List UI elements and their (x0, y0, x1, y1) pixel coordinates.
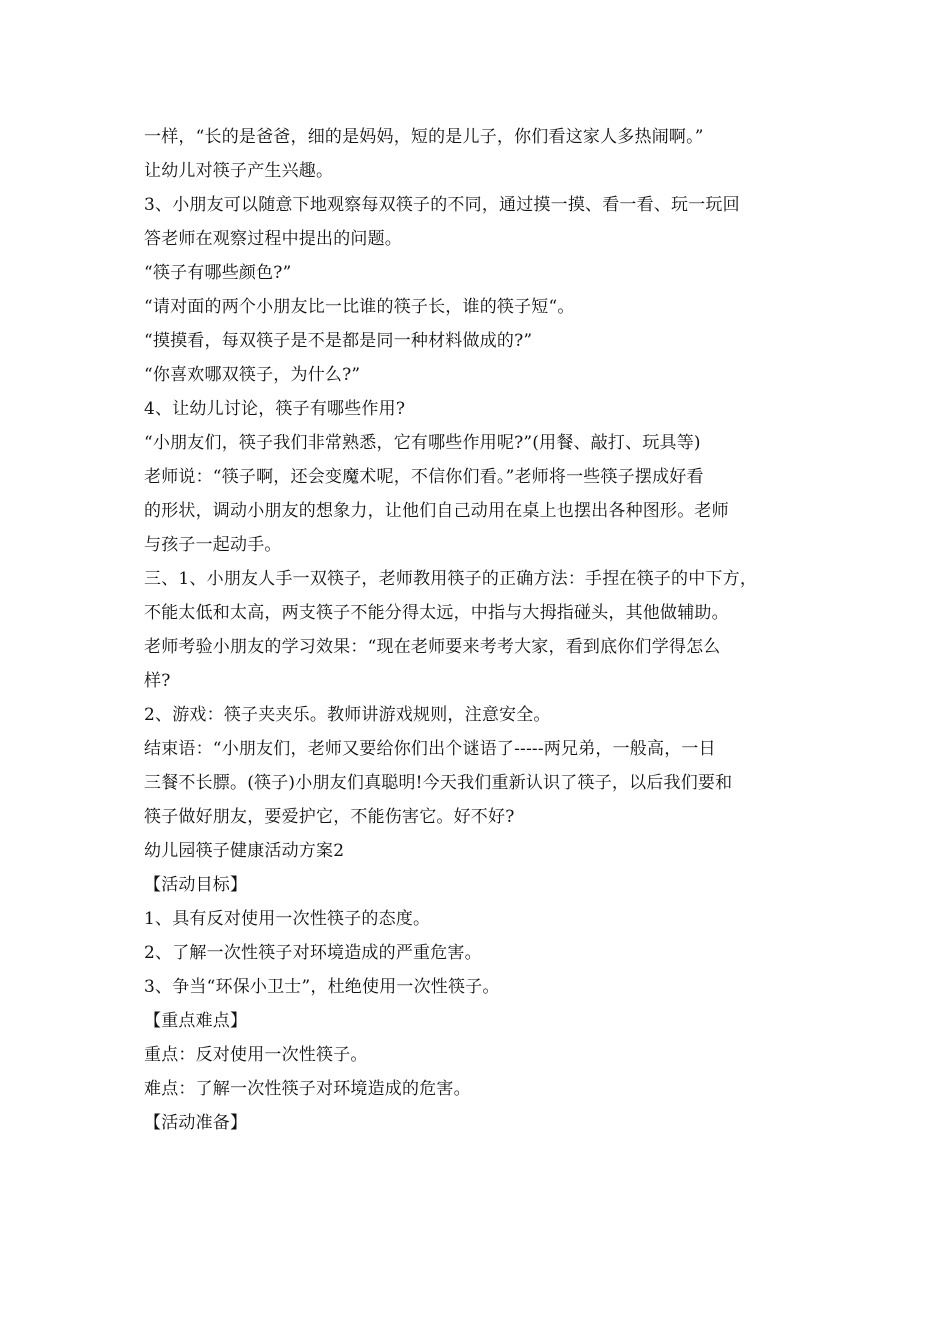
list-item: 3、争当“环保小卫士”，杜绝使用一次性筷子。 (144, 977, 500, 997)
section-heading: 【活动目标】 (144, 875, 248, 895)
question-line: “请对面的两个小朋友比一比谁的筷子长，谁的筷子短“。 (144, 297, 575, 317)
document-body (144, 120, 824, 1140)
paragraph-line: 4、让幼儿讨论，筷子有哪些作用? (144, 399, 406, 419)
paragraph-line: 一样，“长的是爸爸，细的是妈妈，短的是儿子，你们看这家人多热闹啊。” (144, 127, 704, 147)
question-line: “筷子有哪些颜色?” (144, 263, 292, 283)
list-item: 2、了解一次性筷子对环境造成的严重危害。 (144, 943, 482, 963)
paragraph-line: 让幼儿对筷子产生兴趣。 (144, 161, 334, 181)
paragraph-line: 难点：了解一次性筷子对环境造成的危害。 (144, 1079, 471, 1099)
section-title: 幼儿园筷子健康活动方案2 (144, 841, 345, 861)
paragraph-line: 老师说：“筷子啊，还会变魔术呢，不信你们看。”老师将一些筷子摆成好看 (144, 467, 704, 487)
paragraph-line: 三、1、小朋友人手一双筷子，老师教用筷子的正确方法：手捏在筷子的中下方， (144, 569, 758, 589)
question-line: “你喜欢哪双筷子，为什么?” (144, 365, 361, 385)
paragraph-line: 3、小朋友可以随意下地观察每双筷子的不同，通过摸一摸、看一看、玩一玩回 (144, 195, 740, 215)
section-heading: 【活动准备】 (144, 1113, 248, 1133)
paragraph-line: 与孩子一起动手。 (144, 535, 282, 555)
question-line: “摸摸看，每双筷子是不是都是同一种材料做成的?” (144, 331, 533, 351)
list-item: 1、具有反对使用一次性筷子的态度。 (144, 909, 431, 929)
section-heading: 【重点难点】 (144, 1011, 248, 1031)
paragraph-line: 的形状，调动小朋友的想象力，让他们自己动用在桌上也摆出各种图形。老师 (144, 501, 729, 521)
paragraph-line: 筷子做好朋友，要爱护它，不能伤害它。好不好? (144, 807, 515, 827)
paragraph-line: 结束语：“小朋友们，老师又要给你们出个谜语了-----两兄弟，一般高，一日 (144, 739, 716, 759)
paragraph-line: 不能太低和太高，两支筷子不能分得太远，中指与大拇指碰头，其他做辅助。 (144, 603, 729, 623)
paragraph-line: “小朋友们，筷子我们非常熟悉，它有哪些作用呢?”(用餐、敲打、玩具等) (144, 433, 701, 453)
paragraph-line: 老师考验小朋友的学习效果：“现在老师要来考考大家，看到底你们学得怎么 (144, 637, 721, 657)
paragraph-line: 三餐不长膘。(筷子)小朋友们真聪明!今天我们重新认识了筷子，以后我们要和 (144, 773, 733, 793)
paragraph-line: 样? (144, 671, 171, 691)
paragraph-line: 答老师在观察过程中提出的问题。 (144, 229, 402, 249)
paragraph-line: 重点：反对使用一次性筷子。 (144, 1045, 368, 1065)
paragraph-line: 2、游戏：筷子夹夹乐。教师讲游戏规则，注意安全。 (144, 705, 551, 725)
